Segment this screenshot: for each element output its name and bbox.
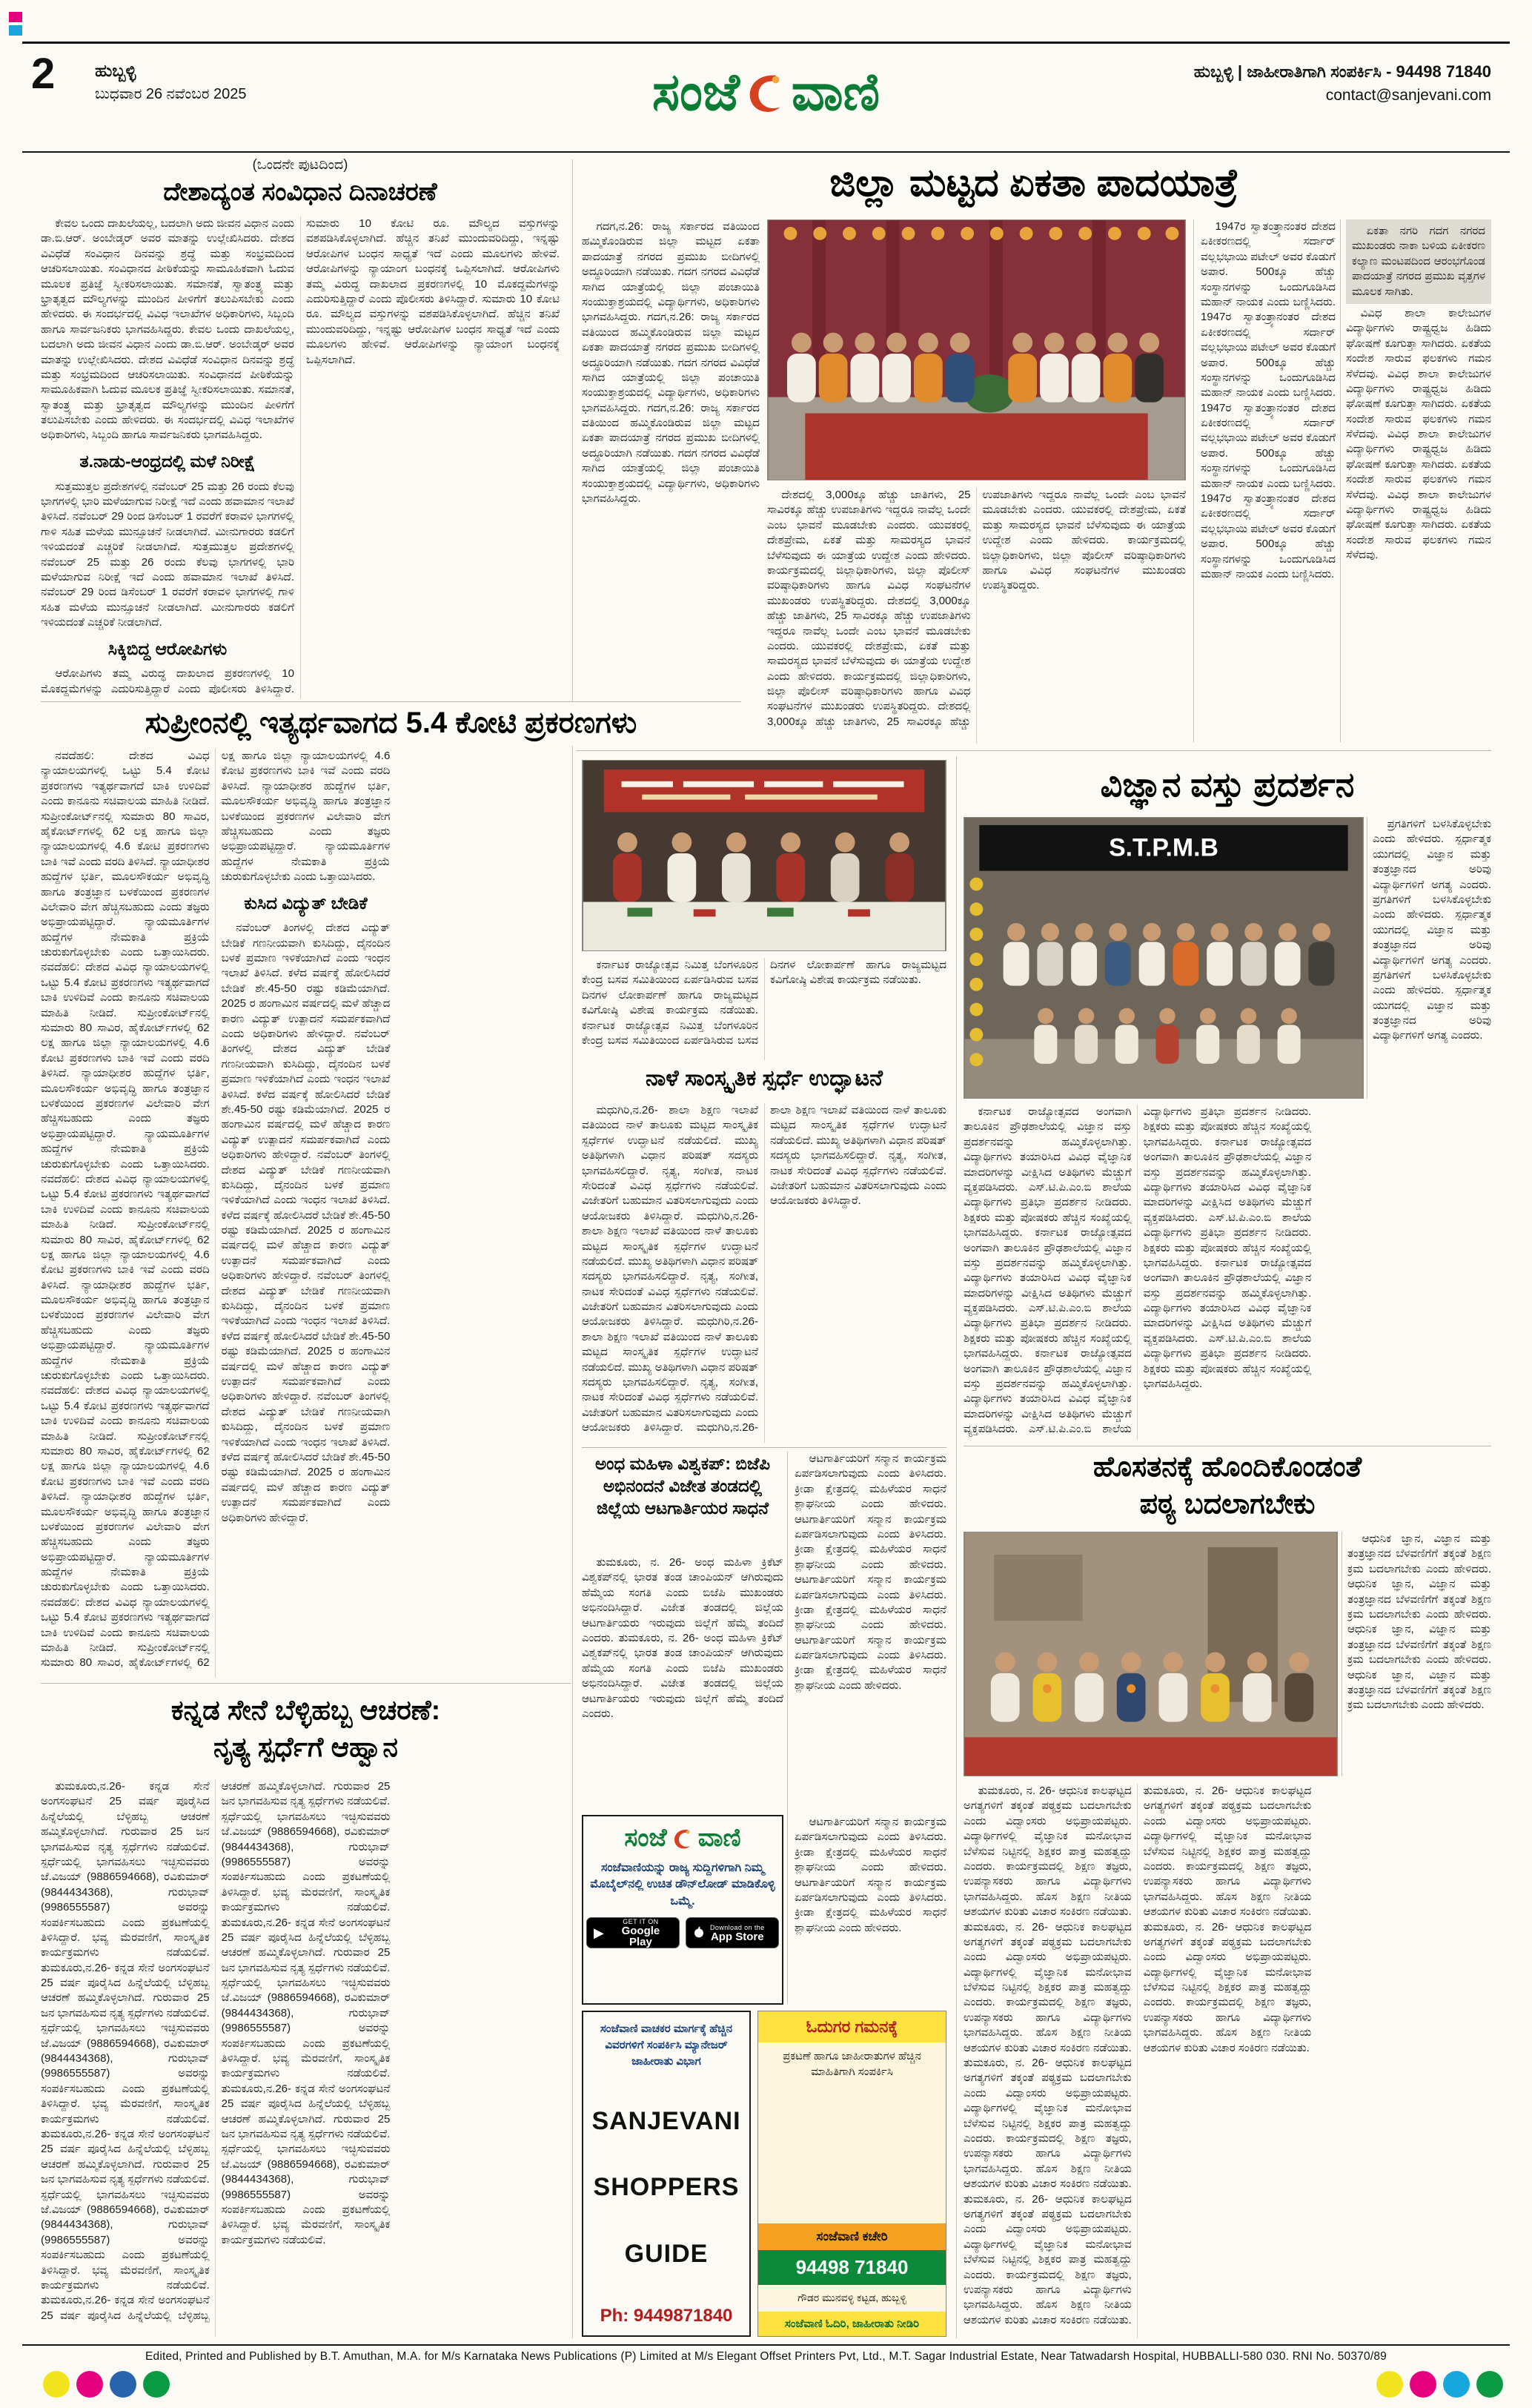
ad-logo-text-right: ವಾಣಿ [697,1824,741,1852]
article-constitution-body [41,216,560,698]
article-paragraph: ಸುತ್ತಮುತ್ತಲ ಪ್ರದೇಶಗಳಲ್ಲಿ ನವೆಂಬರ್ 25 ಮತ್ತು 26 ರಂದು ಕೆಲವು ಭಾಗಗಳಲ್ಲಿ ಭಾರಿ ಮಳೆಯಾಗುವ ನಿರೀಕ್ಷೆ ಇದೆ ಎಂದು ಹವಾಮಾನ ಇಲಾಖೆ ತಿಳಿಸಿದೆ. ನವೆಂಬರ್ 29 ರಿಂದ ಡಿಸೆಂಬರ್ 1 ರವರೆಗೆ ಕರಾವಳಿ ಭಾಗಗಳಲ್ಲಿ ಗಾಳಿ ಸಹಿತ ಮಳೆಯ ಮುನ್ಸೂಚನೆ ನೀಡಲಾಗಿದೆ. ಮೀನುಗಾರರು ಕಡಲಿಗೆ ಇಳಿಯದಂತೆ ಎಚ್ಚರಿಕೆ ನೀಡಲಾಗಿದೆ. ಸುತ್ತಮುತ್ತಲ ಪ್ರದೇಶಗಳಲ್ಲಿ ನವೆಂಬರ್ 25 ಮತ್ತು 26 ರಂದು ಕೆಲವು ಭಾಗಗಳಲ್ಲಿ ಭಾರಿ ಮಳೆಯಾಗುವ ನಿರೀಕ್ಷೆ ಇದೆ ಎಂದು ಹವಾಮಾನ ಇಲಾಖೆ ತಿಳಿಸಿದೆ. ನವೆಂಬರ್ 29 ರಿಂದ ಡಿಸೆಂಬರ್ 1 ರವರೆಗೆ ಕರಾವಳಿ ಭಾಗಗಳಲ್ಲಿ ಗಾಳಿ ಸಹಿತ ಮಳೆಯ ಮುನ್ಸೂಚನೆ ನೀಡಲಾಗಿದೆ. ಮೀನುಗಾರರು ಕಡಲಿಗೆ ಇಳಿಯದಂತೆ ಎಚ್ಚರಿಕೆ ನೀಡಲಾಗಿದೆ. [41,480,294,629]
dot-magenta [1410,2371,1436,2398]
article-paragraph: ಗದಗ,ನ.26: ರಾಜ್ಯ ಸರ್ಕಾರದ ವತಿಯಿಂದ ಹಮ್ಮಿಕೊಂಡಿರುವ ಜಿಲ್ಲಾ ಮಟ್ಟದ ಏಕತಾ ಪಾದಯಾತ್ರೆ ನಗರದ ಪ್ರಮುಖ ಬೀದಿಗಳಲ್ಲಿ ಅದ್ಧೂರಿಯಾಗಿ ನಡೆಯಿತು. ಗದಗ ನಗರದ ವಿವಿಧೆಡೆ ಸಾಗಿದ ಯಾತ್ರೆಯಲ್ಲಿ ಜಿಲ್ಲಾ ಪಂಚಾಯಿತಿ ಸಂಯುಕ್ತಾಶ್ರಯದಲ್ಲಿ ವಿದ್ಯಾರ್ಥಿಗಳು, ಅಧಿಕಾರಿಗಳು ಭಾಗವಹಿಸಿದ್ದರು. ಗದಗ,ನ.26: ರಾಜ್ಯ ಸರ್ಕಾರದ ವತಿಯಿಂದ ಹಮ್ಮಿಕೊಂಡಿರುವ ಜಿಲ್ಲಾ ಮಟ್ಟದ ಏಕತಾ ಪಾದಯಾತ್ರೆ ನಗರದ ಪ್ರಮುಖ ಬೀದಿಗಳಲ್ಲಿ ಅದ್ಧೂರಿಯಾಗಿ ನಡೆಯಿತು. ಗದಗ ನಗರದ ವಿವಿಧೆಡೆ ಸಾಗಿದ ಯಾತ್ರೆಯಲ್ಲಿ ಜಿಲ್ಲಾ ಪಂಚಾಯಿತಿ ಸಂಯುಕ್ತಾಶ್ರಯದಲ್ಲಿ ವಿದ್ಯಾರ್ಥಿಗಳು, ಅಧಿಕಾರಿಗಳು ಭಾಗವಹಿಸಿದ್ದರು. ಗದಗ,ನ.26: ರಾಜ್ಯ ಸರ್ಕಾರದ ವತಿಯಿಂದ ಹಮ್ಮಿಕೊಂಡಿರುವ ಜಿಲ್ಲಾ ಮಟ್ಟದ ಏಕತಾ ಪಾದಯಾತ್ರೆ ನಗರದ ಪ್ರಮುಖ ಬೀದಿಗಳಲ್ಲಿ ಅದ್ಧೂರಿಯಾಗಿ ನಡೆಯಿತು. ಗದಗ ನಗರದ ವಿವಿಧೆಡೆ ಸಾಗಿದ ಯಾತ್ರೆಯಲ್ಲಿ ಜಿಲ್ಲಾ ಪಂಚಾಯಿತಿ ಸಂಯುಕ್ತಾಶ್ರಯದಲ್ಲಿ ವಿದ್ಯಾರ್ಥಿಗಳು, ಅಧಿಕಾರಿಗಳು ಭಾಗವಹಿಸಿದ್ದರು. [582,220,760,506]
dot-yellow [1376,2371,1403,2398]
article-blind-body [582,1555,783,1809]
science-body-side [1373,817,1491,1099]
article-paragraph: ತುಮಕೂರು, ನ. 26- ಆಧುನಿಕ ಕಾಲಘಟ್ಟದ ಅಗತ್ಯಗಳಿಗೆ ತಕ್ಕಂತೆ ಪಠ್ಯಕ್ರಮ ಬದಲಾಗಬೇಕು ಎಂದು ವಿದ್ವಾಂಸರು ಅಭಿಪ್ರಾಯಪಟ್ಟರು. ವಿದ್ಯಾರ್ಥಿಗಳಲ್ಲಿ ವೈಜ್ಞಾನಿಕ ಮನೋಭಾವ ಬೆಳೆಸುವ ನಿಟ್ಟಿನಲ್ಲಿ ಶಿಕ್ಷಕರ ಪಾತ್ರ ಮಹತ್ವದ್ದು ಎಂದರು. ಕಾರ್ಯಕ್ರಮದಲ್ಲಿ ಶಿಕ್ಷಣ ತಜ್ಞರು, ಉಪನ್ಯಾಸಕರು ಹಾಗೂ ವಿದ್ಯಾರ್ಥಿಗಳು ಭಾಗವಹಿಸಿದ್ದರು. ಹೊಸ ಶಿಕ್ಷಣ ನೀತಿಯ ಆಶಯಗಳ ಕುರಿತು ವಿಚಾರ ಸಂಕಿರಣ ನಡೆಯಿತು. ತುಮಕೂರು, ನ. 26- ಆಧುನಿಕ ಕಾಲಘಟ್ಟದ ಅಗತ್ಯಗಳಿಗೆ ತಕ್ಕಂತೆ ಪಠ್ಯಕ್ರಮ ಬದಲಾಗಬೇಕು ಎಂದು ವಿದ್ವಾಂಸರು ಅಭಿಪ್ರಾಯಪಟ್ಟರು. ವಿದ್ಯಾರ್ಥಿಗಳಲ್ಲಿ ವೈಜ್ಞಾನಿಕ ಮನೋಭಾವ ಬೆಳೆಸುವ ನಿಟ್ಟಿನಲ್ಲಿ ಶಿಕ್ಷಕರ ಪಾತ್ರ ಮಹತ್ವದ್ದು ಎಂದರು. ಕಾರ್ಯಕ್ರಮದಲ್ಲಿ ಶಿಕ್ಷಣ ತಜ್ಞರು, ಉಪನ್ಯಾಸಕರು ಹಾಗೂ ವಿದ್ಯಾರ್ಥಿಗಳು ಭಾಗವಹಿಸಿದ್ದರು. ಹೊಸ ಶಿಕ್ಷಣ ನೀತಿಯ ಆಶಯಗಳ ಕುರಿತು ವಿಚಾರ ಸಂಕಿರಣ ನಡೆಯಿತು. ತುಮಕೂರು, ನ. 26- ಆಧುನಿಕ ಕಾಲಘಟ್ಟದ ಅಗತ್ಯಗಳಿಗೆ ತಕ್ಕಂತೆ ಪಠ್ಯಕ್ರಮ ಬದಲಾಗಬೇಕು ಎಂದು ವಿದ್ವಾಂಸರು ಅಭಿಪ್ರಾಯಪಟ್ಟರು. ವಿದ್ಯಾರ್ಥಿಗಳಲ್ಲಿ ವೈಜ್ಞಾನಿಕ ಮನೋಭಾವ ಬೆಳೆಸುವ ನಿಟ್ಟಿನಲ್ಲಿ ಶಿಕ್ಷಕರ ಪಾತ್ರ ಮಹತ್ವದ್ದು ಎಂದರು. ಕಾರ್ಯಕ್ರಮದಲ್ಲಿ ಶಿಕ್ಷಣ ತಜ್ಞರು, ಉಪನ್ಯಾಸಕರು ಹಾಗೂ ವಿದ್ಯಾರ್ಥಿಗಳು ಭಾಗವಹಿಸಿದ್ದರು. ಹೊಸ ಶಿಕ್ಷಣ ನೀತಿಯ ಆಶಯಗಳ ಕುರಿತು ವಿಚಾರ ಸಂಕಿರಣ ನಡೆಯಿತು. ತುಮಕೂರು, ನ. 26- ಆಧುನಿಕ ಕಾಲಘಟ್ಟದ ಅಗತ್ಯಗಳಿಗೆ ತಕ್ಕಂತೆ ಪಠ್ಯಕ್ರಮ ಬದಲಾಗಬೇಕು ಎಂದು ವಿದ್ವಾಂಸರು ಅಭಿಪ್ರಾಯಪಟ್ಟರು. ವಿದ್ಯಾರ್ಥಿಗಳಲ್ಲಿ ವೈಜ್ಞಾನಿಕ ಮನೋಭಾವ ಬೆಳೆಸುವ ನಿಟ್ಟಿನಲ್ಲಿ ಶಿಕ್ಷಕರ ಪಾತ್ರ ಮಹತ್ವದ್ದು ಎಂದರು. ಕಾರ್ಯಕ್ರಮದಲ್ಲಿ ಶಿಕ್ಷಣ ತಜ್ಞರು, ಉಪನ್ಯಾಸಕರು ಹಾಗೂ ವಿದ್ಯಾರ್ಥಿಗಳು ಭಾಗವಹಿಸಿದ್ದರು. ಹೊಸ ಶಿಕ್ಷಣ ನೀತಿಯ ಆಶಯಗಳ ಕುರಿತು ವಿಚಾರ ಸಂಕಿರಣ ನಡೆಯಿತು. ತುಮಕೂರು, ನ. 26- ಆಧುನಿಕ ಕಾಲಘಟ್ಟದ ಅಗತ್ಯಗಳಿಗೆ ತಕ್ಕಂತೆ ಪಠ್ಯಕ್ರಮ ಬದಲಾಗಬೇಕು ಎಂದು ವಿದ್ವಾಂಸರು ಅಭಿಪ್ರಾಯಪಟ್ಟರು. ವಿದ್ಯಾರ್ಥಿಗಳಲ್ಲಿ ವೈಜ್ಞಾನಿಕ ಮನೋಭಾವ ಬೆಳೆಸುವ ನಿಟ್ಟಿನಲ್ಲಿ ಶಿಕ್ಷಕರ ಪಾತ್ರ ಮಹತ್ವದ್ದು ಎಂದರು. ಕಾರ್ಯಕ್ರಮದಲ್ಲಿ ಶಿಕ್ಷಣ ತಜ್ಞರು, ಉಪನ್ಯಾಸಕರು ಹಾಗೂ ವಿದ್ಯಾರ್ಥಿಗಳು ಭಾಗವಹಿಸಿದ್ದರು. ಹೊಸ ಶಿಕ್ಷಣ ನೀತಿಯ ಆಶಯಗಳ ಕುರಿತು ವಿಚಾರ ಸಂಕಿರಣ ನಡೆಯಿತು. ತುಮಕೂರು, ನ. 26- ಆಧುನಿಕ ಕಾಲಘಟ್ಟದ ಅಗತ್ಯಗಳಿಗೆ ತಕ್ಕಂತೆ ಪಠ್ಯಕ್ರಮ ಬದಲಾಗಬೇಕು ಎಂದು ವಿದ್ವಾಂಸರು ಅಭಿಪ್ರಾಯಪಟ್ಟರು. ವಿದ್ಯಾರ್ಥಿಗಳಲ್ಲಿ ವೈಜ್ಞಾನಿಕ ಮನೋಭಾವ ಬೆಳೆಸುವ ನಿಟ್ಟಿನಲ್ಲಿ ಶಿಕ್ಷಕರ ಪಾತ್ರ ಮಹತ್ವದ್ದು ಎಂದರು. ಕಾರ್ಯಕ್ರಮದಲ್ಲಿ ಶಿಕ್ಷಣ ತಜ್ಞರು, ಉಪನ್ಯಾಸಕರು ಹಾಗೂ ವಿದ್ಯಾರ್ಥಿಗಳು ಭಾಗವಹಿಸಿದ್ದರು. ಹೊಸ ಶಿಕ್ಷಣ ನೀತಿಯ ಆಶಯಗಳ ಕುರಿತು ವಿಚಾರ ಸಂಕಿರಣ ನಡೆಯಿತು. [964,1784,1312,2326]
readers-line-1: ಪ್ರಕಟಣೆ ಹಾಗೂ ಜಾಹೀರಾತುಗಳ ಹೆಚ್ಚಿನ ಮಾಹಿತಿಗಾಗಿ ಸಂಪರ್ಕಿಸಿ [758,2042,946,2223]
article-blind-body-col3 [795,1815,946,2003]
article-supreme-body [41,749,571,1677]
ad-logo [624,1824,740,1853]
sanjevani-app-ad [582,1815,783,2005]
column-divider [787,1452,788,2003]
ad-logo-text-left: ಸಂಜೆ [624,1824,667,1852]
photo-syllabus-event [964,1532,1338,1776]
article-paragraph: ಆರೋಪಿಗಳು ತಮ್ಮ ವಿರುದ್ಧ ದಾಖಲಾದ ಪ್ರಕರಣಗಳಲ್ಲಿ 10 ಮೊಕದ್ದಮೆಗಳನ್ನು ಎದುರಿಸುತ್ತಿದ್ದಾರೆ ಎಂದು ಪೊಲೀಸರು ತಿಳಿಸಿದ್ದಾರೆ. ಸುಮಾರು 10 ಕೋಟಿ ರೂ. ಮೌಲ್ಯದ ವಸ್ತುಗಳನ್ನು ವಶಪಡಿಸಿಕೊಳ್ಳಲಾಗಿದೆ. ಹೆಚ್ಚಿನ ತನಿಖೆ ಮುಂದುವರಿದಿದ್ದು, ಇನ್ನಷ್ಟು ಆರೋಪಿಗಳ ಬಂಧನ ಸಾಧ್ಯತೆ ಇದೆ ಎಂದು ಮೂಲಗಳು ಹೇಳಿವೆ. ಆರೋಪಿಗಳನ್ನು ನ್ಯಾಯಾಂಗ ಬಂಧನಕ್ಕೆ ಒಪ್ಪಿಸಲಾಗಿದೆ. ಆರೋಪಿಗಳು ತಮ್ಮ ವಿರುದ್ಧ ದಾಖಲಾದ ಪ್ರಕರಣಗಳಲ್ಲಿ 10 ಮೊಕದ್ದಮೆಗಳನ್ನು ಎದುರಿಸುತ್ತಿದ್ದಾರೆ ಎಂದು ಪೊಲೀಸರು ತಿಳಿಸಿದ್ದಾರೆ. ಸುಮಾರು 10 ಕೋಟಿ ರೂ. ಮೌಲ್ಯದ ವಸ್ತುಗಳನ್ನು ವಶಪಡಿಸಿಕೊಳ್ಳಲಾಗಿದೆ. ಹೆಚ್ಚಿನ ತನಿಖೆ ಮುಂದುವರಿದಿದ್ದು, ಇನ್ನಷ್ಟು ಆರೋಪಿಗಳ ಬಂಧನ ಸಾಧ್ಯತೆ ಇದೆ ಎಂದು ಮೂಲಗಳು ಹೇಳಿವೆ. ಆರೋಪಿಗಳನ್ನು ನ್ಯಾಯಾಂಗ ಬಂಧನಕ್ಕೆ ಒಪ್ಪಿಸಲಾಗಿದೆ. [41,217,560,695]
store-badges [586,1917,779,1948]
masthead-contact [1135,59,1491,108]
section-divider [41,1683,571,1684]
shoppers-header: ಸಂಜೆವಾಣಿ ವಾಚಕರ ಮಾರ್ಗಕ್ಕೆ ಹೆಚ್ಚಿನ ವಿವರಗಳಿಗೆ ಸಂಪರ್ಕಿಸಿ ಮ್ಯಾನೇಜರ್ ಜಾಹೀರಾತು ವಿಭಾಗ [600,2022,733,2068]
article-paragraph: ಆಧುನಿಕ ಜ್ಞಾನ, ವಿಜ್ಞಾನ ಮತ್ತು ತಂತ್ರಜ್ಞಾನದ ಬೆಳವಣಿಗೆಗೆ ತಕ್ಕಂತೆ ಶಿಕ್ಷಣ ಕ್ರಮ ಬದಲಾಗಬೇಕು ಎಂದು ಹೇಳಿದರು. ಆಧುನಿಕ ಜ್ಞಾನ, ವಿಜ್ಞಾನ ಮತ್ತು ತಂತ್ರಜ್ಞಾನದ ಬೆಳವಣಿಗೆಗೆ ತಕ್ಕಂತೆ ಶಿಕ್ಷಣ ಕ್ರಮ ಬದಲಾಗಬೇಕು ಎಂದು ಹೇಳಿದರು. ಆಧುನಿಕ ಜ್ಞಾನ, ವಿಜ್ಞಾನ ಮತ್ತು ತಂತ್ರಜ್ಞಾನದ ಬೆಳವಣಿಗೆಗೆ ತಕ್ಕಂತೆ ಶಿಕ್ಷಣ ಕ್ರಮ ಬದಲಾಗಬೇಕು ಎಂದು ಹೇಳಿದರು. ಆಧುನಿಕ ಜ್ಞಾನ, ವಿಜ್ಞಾನ ಮತ್ತು ತಂತ್ರಜ್ಞಾನದ ಬೆಳವಣಿಗೆಗೆ ತಕ್ಕಂತೆ ಶಿಕ್ಷಣ ಕ್ರಮ ಬದಲಾಗಬೇಕು ಎಂದು ಹೇಳಿದರು. [1347,1532,1491,1712]
masthead-city: ಹುಬ್ಬಳ್ಳಿ [95,61,136,80]
unity-body-under-photo [767,488,1186,744]
color-registration-dots-left [43,2371,176,2401]
logo-text-left: ಸಂಜೆ [651,63,740,121]
column-divider [1193,219,1194,742]
masthead-top-rule [22,42,1510,44]
unity-body-left [582,219,760,697]
google-play-label: Google Play [621,1925,660,1949]
color-registration-dots-right [1376,2371,1510,2401]
logo-bird-icon [744,71,787,114]
article-science-body [964,1105,1491,1440]
column-divider [572,746,573,2338]
article-paragraph: ಕೇವಲ ಒಂದು ದಾಖಲೆಯಲ್ಲ, ಬದಲಾಗಿ ಅದು ಜೀವನ ವಿಧಾನ ಎಂದು ಡಾ.ಬಿ.ಆರ್. ಅಂಬೇಡ್ಕರ್ ಅವರ ಮಾತನ್ನು ಉಲ್ಲೇಖಿಸಿದರು. ದೇಶದ ವಿವಿಧೆಡೆ ಸಂವಿಧಾನ ದಿನವನ್ನು ಶ್ರದ್ಧೆ ಮತ್ತು ಸಂಭ್ರಮದಿಂದ ಆಚರಿಸಲಾಯಿತು. ಸಂವಿಧಾನದ ಪೀಠಿಕೆಯನ್ನು ಸಾಮೂಹಿಕವಾಗಿ ಓದುವ ಮೂಲಕ ಪ್ರತಿಜ್ಞೆ ಸ್ವೀಕರಿಸಲಾಯಿತು. ಸಮಾನತೆ, ಸ್ವಾತಂತ್ರ್ಯ ಮತ್ತು ಭ್ರಾತೃತ್ವದ ಮೌಲ್ಯಗಳನ್ನು ಮುಂದಿನ ಪೀಳಿಗೆಗೆ ತಲುಪಿಸಬೇಕು ಎಂದು ಹೇಳಿದರು. ಈ ಸಂದರ್ಭದಲ್ಲಿ ವಿವಿಧ ಇಲಾಖೆಗಳ ಅಧಿಕಾರಿಗಳು, ಸಿಬ್ಬಂದಿ ಹಾಗೂ ಸಾರ್ವಜನಿಕರು ಭಾಗವಹಿಸಿದ್ದರು. ಕೇವಲ ಒಂದು ದಾಖಲೆಯಲ್ಲ, ಬದಲಾಗಿ ಅದು ಜೀವನ ವಿಧಾನ ಎಂದು ಡಾ.ಬಿ.ಆರ್. ಅಂಬೇಡ್ಕರ್ ಅವರ ಮಾತನ್ನು ಉಲ್ಲೇಖಿಸಿದರು. ದೇಶದ ವಿವಿಧೆಡೆ ಸಂವಿಧಾನ ದಿನವನ್ನು ಶ್ರದ್ಧೆ ಮತ್ತು ಸಂಭ್ರಮದಿಂದ ಆಚರಿಸಲಾಯಿತು. ಸಂವಿಧಾನದ ಪೀಠಿಕೆಯನ್ನು ಸಾಮೂಹಿಕವಾಗಿ ಓದುವ ಮೂಲಕ ಪ್ರತಿಜ್ಞೆ ಸ್ವೀಕರಿಸಲಾಯಿತು. ಸಮಾನತೆ, ಸ್ವಾತಂತ್ರ್ಯ ಮತ್ತು ಭ್ರಾತೃತ್ವದ ಮೌಲ್ಯಗಳನ್ನು ಮುಂದಿನ ಪೀಳಿಗೆಗೆ ತಲುಪಿಸಬೇಕು ಎಂದು ಹೇಳಿದರು. ಈ ಸಂದರ್ಭದಲ್ಲಿ ವಿವಿಧ ಇಲಾಖೆಗಳ ಅಧಿಕಾರಿಗಳು, ಸಿಬ್ಬಂದಿ ಹಾಗೂ ಸಾರ್ವಜನಿಕರು ಭಾಗವಹಿಸಿದ್ದರು. [41,217,294,442]
logo-text-right: ವಾಣಿ [791,63,881,121]
registration-mark [9,12,22,22]
readers-title: ಓದುಗರ ಗಮನಕ್ಕೆ [758,2011,946,2042]
headline-kannada-sene-line2: ನೃತ್ಯ ಸ್ಪರ್ಧೆಗೆ ಆಹ್ವಾನ [213,1732,399,1762]
dot-green [143,2371,170,2398]
readers-notice-ad [757,2011,946,2337]
readers-phone: 94498 71840 [758,2250,946,2285]
readers-line-3: ಗೌಡರ ಮುನವಳ್ಳಿ ಕಟ್ಟಡ, ಹುಬ್ಬಳ್ಳಿ [758,2285,946,2312]
article-cultural-body [582,1103,946,1443]
footer-rule [22,2344,1510,2346]
masthead-date: ಬುಧವಾರ 26 ನವೆಂಬರ 2025 [95,86,247,102]
article-kannada-sene-body [41,1779,571,2337]
ad-logo-bird-icon [672,1828,694,1850]
section-divider [577,750,1491,751]
shoppers-title-1: SANJEVANI [591,2106,741,2135]
google-play-tagline: GET IT ON [623,1918,659,1926]
contact-phone-line: ಹುಬ್ಬಳ್ಳಿ | ಜಾಹೀರಾತಿಗಾಗಿ ಸಂಪರ್ಕಿಸಿ - 94498 71840 [1193,62,1491,81]
masthead-bottom-rule [22,151,1510,153]
play-icon: ▶ [594,1925,604,1941]
shoppers-title-2: SHOPPERS [593,2173,740,2202]
shoppers-phone: Ph: 9449871840 [600,2306,733,2326]
article-paragraph: 1947ರ ಸ್ವಾತಂತ್ರ್ಯಾನಂತರ ದೇಶದ ಏಕೀಕರಣದಲ್ಲಿ ಸರ್ದಾರ್ ವಲ್ಲಭಭಾಯಿ ಪಟೇಲ್ ಅವರ ಕೊಡುಗೆ ಅಪಾರ. 500ಕ್ಕೂ ಹೆಚ್ಚು ಸಂಸ್ಥಾನಗಳನ್ನು ಒಂದುಗೂಡಿಸಿದ ಮಹಾನ್ ನಾಯಕ ಎಂದು ಬಣ್ಣಿಸಿದರು. 1947ರ ಸ್ವಾತಂತ್ರ್ಯಾನಂತರ ದೇಶದ ಏಕೀಕರಣದಲ್ಲಿ ಸರ್ದಾರ್ ವಲ್ಲಭಭಾಯಿ ಪಟೇಲ್ ಅವರ ಕೊಡುಗೆ ಅಪಾರ. 500ಕ್ಕೂ ಹೆಚ್ಚು ಸಂಸ್ಥಾನಗಳನ್ನು ಒಂದುಗೂಡಿಸಿದ ಮಹಾನ್ ನಾಯಕ ಎಂದು ಬಣ್ಣಿಸಿದರು. 1947ರ ಸ್ವಾತಂತ್ರ್ಯಾನಂತರ ದೇಶದ ಏಕೀಕರಣದಲ್ಲಿ ಸರ್ದಾರ್ ವಲ್ಲಭಭಾಯಿ ಪಟೇಲ್ ಅವರ ಕೊಡುಗೆ ಅಪಾರ. 500ಕ್ಕೂ ಹೆಚ್ಚು ಸಂಸ್ಥಾನಗಳನ್ನು ಒಂದುಗೂಡಿಸಿದ ಮಹಾನ್ ನಾಯಕ ಎಂದು ಬಣ್ಣಿಸಿದರು. 1947ರ ಸ್ವಾತಂತ್ರ್ಯಾನಂತರ ದೇಶದ ಏಕೀಕರಣದಲ್ಲಿ ಸರ್ದಾರ್ ವಲ್ಲಭಭಾಯಿ ಪಟೇಲ್ ಅವರ ಕೊಡುಗೆ ಅಪಾರ. 500ಕ್ಕೂ ಹೆಚ್ಚು ಸಂಸ್ಥಾನಗಳನ್ನು ಒಂದುಗೂಡಿಸಿದ ಮಹಾನ್ ನಾಯಕ ಎಂದು ಬಣ್ಣಿಸಿದರು. [1201,220,1336,580]
column-divider [572,159,573,701]
article-blind-body-col2 [795,1452,946,1809]
readers-line-2: ಸಂಜೆವಾಣಿ ಕಚೇರಿ [758,2223,946,2250]
unity-body-right-b [1346,219,1491,742]
photo-unity-march-stage [767,219,1186,480]
cultural-intro [582,958,946,1060]
dot-magenta [76,2371,103,2398]
shoppers-title-3: GUIDE [624,2239,709,2268]
page-number: 2 [31,50,56,98]
article-paragraph: ತುಮಕೂರು,ನ.26- ಕನ್ನಡ ಸೇನೆ ಅಂಗಸಂಘಟನೆ 25 ವರ್ಷ ಪೂರೈಸಿದ ಹಿನ್ನೆಲೆಯಲ್ಲಿ ಬೆಳ್ಳಿಹಬ್ಬ ಆಚರಣೆ ಹಮ್ಮಿಕೊಳ್ಳಲಾಗಿದೆ. ಗುರುವಾರ 25 ಜನ ಭಾಗವಹಿಸುವ ನೃತ್ಯ ಸ್ಪರ್ಧೆಗಳು ನಡೆಯಲಿವೆ. ಸ್ಪರ್ಧೆಯಲ್ಲಿ ಭಾಗವಹಿಸಲು ಇಚ್ಛಿಸುವವರು ಜೆ.ವಿಜಯ್ (9886594668), ರವಿಕುಮಾರ್ (9844434368), ಗುರುಭಾವ್ (9986555587) ಅವರನ್ನು ಸಂಪರ್ಕಿಸಬಹುದು ಎಂದು ಪ್ರಕಟಣೆಯಲ್ಲಿ ತಿಳಿಸಿದ್ದಾರೆ. ಭವ್ಯ ಮೆರವಣಿಗೆ, ಸಾಂಸ್ಕೃತಿಕ ಕಾರ್ಯಕ್ರಮಗಳು ನಡೆಯಲಿವೆ. ತುಮಕೂರು,ನ.26- ಕನ್ನಡ ಸೇನೆ ಅಂಗಸಂಘಟನೆ 25 ವರ್ಷ ಪೂರೈಸಿದ ಹಿನ್ನೆಲೆಯಲ್ಲಿ ಬೆಳ್ಳಿಹಬ್ಬ ಆಚರಣೆ ಹಮ್ಮಿಕೊಳ್ಳಲಾಗಿದೆ. ಗುರುವಾರ 25 ಜನ ಭಾಗವಹಿಸುವ ನೃತ್ಯ ಸ್ಪರ್ಧೆಗಳು ನಡೆಯಲಿವೆ. ಸ್ಪರ್ಧೆಯಲ್ಲಿ ಭಾಗವಹಿಸಲು ಇಚ್ಛಿಸುವವರು ಜೆ.ವಿಜಯ್ (9886594668), ರವಿಕುಮಾರ್ (9844434368), ಗುರುಭಾವ್ (9986555587) ಅವರನ್ನು ಸಂಪರ್ಕಿಸಬಹುದು ಎಂದು ಪ್ರಕಟಣೆಯಲ್ಲಿ ತಿಳಿಸಿದ್ದಾರೆ. ಭವ್ಯ ಮೆರವಣಿಗೆ, ಸಾಂಸ್ಕೃತಿಕ ಕಾರ್ಯಕ್ರಮಗಳು ನಡೆಯಲಿವೆ. ತುಮಕೂರು,ನ.26- ಕನ್ನಡ ಸೇನೆ ಅಂಗಸಂಘಟನೆ 25 ವರ್ಷ ಪೂರೈಸಿದ ಹಿನ್ನೆಲೆಯಲ್ಲಿ ಬೆಳ್ಳಿಹಬ್ಬ ಆಚರಣೆ ಹಮ್ಮಿಕೊಳ್ಳಲಾಗಿದೆ. ಗುರುವಾರ 25 ಜನ ಭಾಗವಹಿಸುವ ನೃತ್ಯ ಸ್ಪರ್ಧೆಗಳು ನಡೆಯಲಿವೆ. ಸ್ಪರ್ಧೆಯಲ್ಲಿ ಭಾಗವಹಿಸಲು ಇಚ್ಛಿಸುವವರು ಜೆ.ವಿಜಯ್ (9886594668), ರವಿಕುಮಾರ್ (9844434368), ಗುರುಭಾವ್ (9986555587) ಅವರನ್ನು ಸಂಪರ್ಕಿಸಬಹುದು ಎಂದು ಪ್ರಕಟಣೆಯಲ್ಲಿ ತಿಳಿಸಿದ್ದಾರೆ. ಭವ್ಯ ಮೆರವಣಿಗೆ, ಸಾಂಸ್ಕೃತಿಕ ಕಾರ್ಯಕ್ರಮಗಳು ನಡೆಯಲಿವೆ. ತುಮಕೂರು,ನ.26- ಕನ್ನಡ ಸೇನೆ ಅಂಗಸಂಘಟನೆ 25 ವರ್ಷ ಪೂರೈಸಿದ ಹಿನ್ನೆಲೆಯಲ್ಲಿ ಬೆಳ್ಳಿಹಬ್ಬ ಆಚರಣೆ ಹಮ್ಮಿಕೊಳ್ಳಲಾಗಿದೆ. ಗುರುವಾರ 25 ಜನ ಭಾಗವಹಿಸುವ ನೃತ್ಯ ಸ್ಪರ್ಧೆಗಳು ನಡೆಯಲಿವೆ. ಸ್ಪರ್ಧೆಯಲ್ಲಿ ಭಾಗವಹಿಸಲು ಇಚ್ಛಿಸುವವರು ಜೆ.ವಿಜಯ್ (9886594668), ರವಿಕುಮಾರ್ (9844434368), ಗುರುಭಾವ್ (9986555587) ಅವರನ್ನು ಸಂಪರ್ಕಿಸಬಹುದು ಎಂದು ಪ್ರಕಟಣೆಯಲ್ಲಿ ತಿಳಿಸಿದ್ದಾರೆ. ಭವ್ಯ ಮೆರವಣಿಗೆ, ಸಾಂಸ್ಕೃತಿಕ ಕಾರ್ಯಕ್ರಮಗಳು ನಡೆಯಲಿವೆ. ತುಮಕೂರು,ನ.26- ಕನ್ನಡ ಸೇನೆ ಅಂಗಸಂಘಟನೆ 25 ವರ್ಷ ಪೂರೈಸಿದ ಹಿನ್ನೆಲೆಯಲ್ಲಿ ಬೆಳ್ಳಿಹಬ್ಬ ಆಚರಣೆ ಹಮ್ಮಿಕೊಳ್ಳಲಾಗಿದೆ. ಗುರುವಾರ 25 ಜನ ಭಾಗವಹಿಸುವ ನೃತ್ಯ ಸ್ಪರ್ಧೆಗಳು ನಡೆಯಲಿವೆ. ಸ್ಪರ್ಧೆಯಲ್ಲಿ ಭಾಗವಹಿಸಲು ಇಚ್ಛಿಸುವವರು ಜೆ.ವಿಜಯ್ (9886594668), ರವಿಕುಮಾರ್ (9844434368), ಗುರುಭಾವ್ (9986555587) ಅವರನ್ನು ಸಂಪರ್ಕಿಸಬಹುದು ಎಂದು ಪ್ರಕಟಣೆಯಲ್ಲಿ ತಿಳಿಸಿದ್ದಾರೆ. ಭವ್ಯ ಮೆರವಣಿಗೆ, ಸಾಂಸ್ಕೃತಿಕ ಕಾರ್ಯಕ್ರಮಗಳು ನಡೆಯಲಿವೆ. ತುಮಕೂರು,ನ.26- ಕನ್ನಡ ಸೇನೆ ಅಂಗಸಂಘಟನೆ 25 ವರ್ಷ ಪೂರೈಸಿದ ಹಿನ್ನೆಲೆಯಲ್ಲಿ ಬೆಳ್ಳಿಹಬ್ಬ ಆಚರಣೆ ಹಮ್ಮಿಕೊಳ್ಳಲಾಗಿದೆ. ಗುರುವಾರ 25 ಜನ ಭಾಗವಹಿಸುವ ನೃತ್ಯ ಸ್ಪರ್ಧೆಗಳು ನಡೆಯಲಿವೆ. ಸ್ಪರ್ಧೆಯಲ್ಲಿ ಭಾಗವಹಿಸಲು ಇಚ್ಛಿಸುವವರು ಜೆ.ವಿಜಯ್ (9886594668), ರವಿಕುಮಾರ್ (9844434368), ಗುರುಭಾವ್ (9986555587) ಅವರನ್ನು ಸಂಪರ್ಕಿಸಬಹುದು ಎಂದು ಪ್ರಕಟಣೆಯಲ್ಲಿ ತಿಳಿಸಿದ್ದಾರೆ. ಭವ್ಯ ಮೆರವಣಿಗೆ, ಸಾಂಸ್ಕೃತಿಕ ಕಾರ್ಯಕ್ರಮಗಳು ನಡೆಯಲಿವೆ. [41,1780,391,2322]
subhead-rain-forecast: ತ.ನಾಡು-ಆಂಧ್ರದಲ್ಲಿ ಮಳೆ ನಿರೀಕ್ಷೆ [79,451,256,471]
section-divider [582,1447,946,1448]
app-store-badge[interactable] [686,1917,779,1948]
headline-syllabus-line1: ಹೊಸತನಕ್ಕೆ ಹೊಂದಿಕೊಂಡಂತೆ [1092,1452,1362,1483]
article-paragraph: ಆಟಗಾರ್ತಿಯರಿಗೆ ಸನ್ಮಾನ ಕಾರ್ಯಕ್ರಮ ಏರ್ಪಡಿಸಲಾಗುವುದು ಎಂದು ತಿಳಿಸಿದರು. ಕ್ರೀಡಾ ಕ್ಷೇತ್ರದಲ್ಲಿ ಮಹಿಳೆಯರ ಸಾಧನೆ ಶ್ಲಾಘನೀಯ ಎಂದು ಹೇಳಿದರು. ಆಟಗಾರ್ತಿಯರಿಗೆ ಸನ್ಮಾನ ಕಾರ್ಯಕ್ರಮ ಏರ್ಪಡಿಸಲಾಗುವುದು ಎಂದು ತಿಳಿಸಿದರು. ಕ್ರೀಡಾ ಕ್ಷೇತ್ರದಲ್ಲಿ ಮಹಿಳೆಯರ ಸಾಧನೆ ಶ್ಲಾಘನೀಯ ಎಂದು ಹೇಳಿದರು. ಆಟಗಾರ್ತಿಯರಿಗೆ ಸನ್ಮಾನ ಕಾರ್ಯಕ್ರಮ ಏರ್ಪಡಿಸಲಾಗುವುದು ಎಂದು ತಿಳಿಸಿದರು. ಕ್ರೀಡಾ ಕ್ಷೇತ್ರದಲ್ಲಿ ಮಹಿಳೆಯರ ಸಾಧನೆ ಶ್ಲಾಘನೀಯ ಎಂದು ಹೇಳಿದರು. ಆಟಗಾರ್ತಿಯರಿಗೆ ಸನ್ಮಾನ ಕಾರ್ಯಕ್ರಮ ಏರ್ಪಡಿಸಲಾಗುವುದು ಎಂದು ತಿಳಿಸಿದರು. ಕ್ರೀಡಾ ಕ್ಷೇತ್ರದಲ್ಲಿ ಮಹಿಳೆಯರ ಸಾಧನೆ ಶ್ಲಾಘನೀಯ ಎಂದು ಹೇಳಿದರು. [795,1452,946,1692]
article-paragraph: ನವೆಂಬರ್ ತಿಂಗಳಲ್ಲಿ ದೇಶದ ವಿದ್ಯುತ್ ಬೇಡಿಕೆ ಗಣನೀಯವಾಗಿ ಕುಸಿದಿದ್ದು, ದೈನಂದಿನ ಬಳಕೆ ಪ್ರಮಾಣ ಇಳಿಕೆಯಾಗಿದೆ ಎಂದು ಇಂಧನ ಇಲಾಖೆ ತಿಳಿಸಿದೆ. ಕಳೆದ ವರ್ಷಕ್ಕೆ ಹೋಲಿಸಿದರೆ ಬೇಡಿಕೆ ಶೇ.45-50 ರಷ್ಟು ಕಡಿಮೆಯಾಗಿದೆ. 2025 ರ ಹಂಗಾಮಿನ ವರ್ಷದಲ್ಲಿ ಮಳೆ ಹೆಚ್ಚಾದ ಕಾರಣ ವಿದ್ಯುತ್ ಉತ್ಪಾದನೆ ಸಮರ್ಪಕವಾಗಿದೆ ಎಂದು ಅಧಿಕಾರಿಗಳು ಹೇಳಿದ್ದಾರೆ. ನವೆಂಬರ್ ತಿಂಗಳಲ್ಲಿ ದೇಶದ ವಿದ್ಯುತ್ ಬೇಡಿಕೆ ಗಣನೀಯವಾಗಿ ಕುಸಿದಿದ್ದು, ದೈನಂದಿನ ಬಳಕೆ ಪ್ರಮಾಣ ಇಳಿಕೆಯಾಗಿದೆ ಎಂದು ಇಂಧನ ಇಲಾಖೆ ತಿಳಿಸಿದೆ. ಕಳೆದ ವರ್ಷಕ್ಕೆ ಹೋಲಿಸಿದರೆ ಬೇಡಿಕೆ ಶೇ.45-50 ರಷ್ಟು ಕಡಿಮೆಯಾಗಿದೆ. 2025 ರ ಹಂಗಾಮಿನ ವರ್ಷದಲ್ಲಿ ಮಳೆ ಹೆಚ್ಚಾದ ಕಾರಣ ವಿದ್ಯುತ್ ಉತ್ಪಾದನೆ ಸಮರ್ಪಕವಾಗಿದೆ ಎಂದು ಅಧಿಕಾರಿಗಳು ಹೇಳಿದ್ದಾರೆ. ನವೆಂಬರ್ ತಿಂಗಳಲ್ಲಿ ದೇಶದ ವಿದ್ಯುತ್ ಬೇಡಿಕೆ ಗಣನೀಯವಾಗಿ ಕುಸಿದಿದ್ದು, ದೈನಂದಿನ ಬಳಕೆ ಪ್ರಮಾಣ ಇಳಿಕೆಯಾಗಿದೆ ಎಂದು ಇಂಧನ ಇಲಾಖೆ ತಿಳಿಸಿದೆ. ಕಳೆದ ವರ್ಷಕ್ಕೆ ಹೋಲಿಸಿದರೆ ಬೇಡಿಕೆ ಶೇ.45-50 ರಷ್ಟು ಕಡಿಮೆಯಾಗಿದೆ. 2025 ರ ಹಂಗಾಮಿನ ವರ್ಷದಲ್ಲಿ ಮಳೆ ಹೆಚ್ಚಾದ ಕಾರಣ ವಿದ್ಯುತ್ ಉತ್ಪಾದನೆ ಸಮರ್ಪಕವಾಗಿದೆ ಎಂದು ಅಧಿಕಾರಿಗಳು ಹೇಳಿದ್ದಾರೆ. ನವೆಂಬರ್ ತಿಂಗಳಲ್ಲಿ ದೇಶದ ವಿದ್ಯುತ್ ಬೇಡಿಕೆ ಗಣನೀಯವಾಗಿ ಕುಸಿದಿದ್ದು, ದೈನಂದಿನ ಬಳಕೆ ಪ್ರಮಾಣ ಇಳಿಕೆಯಾಗಿದೆ ಎಂದು ಇಂಧನ ಇಲಾಖೆ ತಿಳಿಸಿದೆ. ಕಳೆದ ವರ್ಷಕ್ಕೆ ಹೋಲಿಸಿದರೆ ಬೇಡಿಕೆ ಶೇ.45-50 ರಷ್ಟು ಕಡಿಮೆಯಾಗಿದೆ. 2025 ರ ಹಂಗಾಮಿನ ವರ್ಷದಲ್ಲಿ ಮಳೆ ಹೆಚ್ಚಾದ ಕಾರಣ ವಿದ್ಯುತ್ ಉತ್ಪಾದನೆ ಸಮರ್ಪಕವಾಗಿದೆ ಎಂದು ಅಧಿಕಾರಿಗಳು ಹೇಳಿದ್ದಾರೆ. ನವೆಂಬರ್ ತಿಂಗಳಲ್ಲಿ ದೇಶದ ವಿದ್ಯುತ್ ಬೇಡಿಕೆ ಗಣನೀಯವಾಗಿ ಕುಸಿದಿದ್ದು, ದೈನಂದಿನ ಬಳಕೆ ಪ್ರಮಾಣ ಇಳಿಕೆಯಾಗಿದೆ ಎಂದು ಇಂಧನ ಇಲಾಖೆ ತಿಳಿಸಿದೆ. ಕಳೆದ ವರ್ಷಕ್ಕೆ ಹೋಲಿಸಿದರೆ ಬೇಡಿಕೆ ಶೇ.45-50 ರಷ್ಟು ಕಡಿಮೆಯಾಗಿದೆ. 2025 ರ ಹಂಗಾಮಿನ ವರ್ಷದಲ್ಲಿ ಮಳೆ ಹೆಚ್ಚಾದ ಕಾರಣ ವಿದ್ಯುತ್ ಉತ್ಪಾದನೆ ಸಮರ್ಪಕವಾಗಿದೆ ಎಂದು ಅಧಿಕಾರಿಗಳು ಹೇಳಿದ್ದಾರೆ. [221,922,391,1524]
unity-body-right-a [1201,219,1336,742]
newspaper-logo [519,52,1013,133]
app-store-label: App Store [710,1930,764,1943]
article-paragraph: ಆಟಗಾರ್ತಿಯರಿಗೆ ಸನ್ಮಾನ ಕಾರ್ಯಕ್ರಮ ಏರ್ಪಡಿಸಲಾಗುವುದು ಎಂದು ತಿಳಿಸಿದರು. ಕ್ರೀಡಾ ಕ್ಷೇತ್ರದಲ್ಲಿ ಮಹಿಳೆಯರ ಸಾಧನೆ ಶ್ಲಾಘನೀಯ ಎಂದು ಹೇಳಿದರು. ಆಟಗಾರ್ತಿಯರಿಗೆ ಸನ್ಮಾನ ಕಾರ್ಯಕ್ರಮ ಏರ್ಪಡಿಸಲಾಗುವುದು ಎಂದು ತಿಳಿಸಿದರು. ಕ್ರೀಡಾ ಕ್ಷೇತ್ರದಲ್ಲಿ ಮಹಿಳೆಯರ ಸಾಧನೆ ಶ್ಲಾಘನೀಯ ಎಂದು ಹೇಳಿದರು. [795,1816,946,1934]
shoppers-guide-ad [582,2011,751,2337]
article-paragraph: ತುಮಕೂರು, ನ. 26- ಅಂಧ ಮಹಿಳಾ ಕ್ರಿಕೆಟ್ ವಿಶ್ವಕಪ್‌ನಲ್ಲಿ ಭಾರತ ತಂಡ ಚಾಂಪಿಯನ್ ಆಗಿರುವುದು ಹೆಮ್ಮೆಯ ಸಂಗತಿ ಎಂದು ಬಿಜೆಪಿ ಮುಖಂಡರು ಅಭಿನಂದಿಸಿದ್ದಾರೆ. ವಿಜೇತ ತಂಡದಲ್ಲಿ ಜಿಲ್ಲೆಯ ಆಟಗಾರ್ತಿಯರು ಇರುವುದು ಜಿಲ್ಲೆಗೆ ಹೆಮ್ಮೆ ತಂದಿದೆ ಎಂದರು. ತುಮಕೂರು, ನ. 26- ಅಂಧ ಮಹಿಳಾ ಕ್ರಿಕೆಟ್ ವಿಶ್ವಕಪ್‌ನಲ್ಲಿ ಭಾರತ ತಂಡ ಚಾಂಪಿಯನ್ ಆಗಿರುವುದು ಹೆಮ್ಮೆಯ ಸಂಗತಿ ಎಂದು ಬಿಜೆಪಿ ಮುಖಂಡರು ಅಭಿನಂದಿಸಿದ್ದಾರೆ. ವಿಜೇತ ತಂಡದಲ್ಲಿ ಜಿಲ್ಲೆಯ ಆಟಗಾರ್ತಿಯರು ಇರುವುದು ಜಿಲ್ಲೆಗೆ ಹೆಮ್ಮೆ ತಂದಿದೆ ಎಂದರು. [582,1556,783,1720]
registration-mark [9,25,22,36]
dot-blue [110,2371,136,2398]
app-store-tagline: Download on the [710,1923,765,1931]
headline-unity-march: ಜಿಲ್ಲಾ ಮಟ್ಟದ ಏಕತಾ ಪಾದಯಾತ್ರೆ [829,162,1238,205]
unity-highlight-box: ಏಕತಾ ನಗರಿ ಗದಗ ನಗರದ ಮುಖಂಡರು ನಾಕಾ ಬಳಿಯ ಏಕೀಕರಣ ಕಲ್ಯಾಣ ಮಂಟಪದಿಂದ ಆರಂಭಗೊಂಡ ಪಾದಯಾತ್ರೆ ನಗರದ ಪ್ರಮುಖ ವೃತ್ತಗಳ ಮೂಲಕ ಸಾಗಿತು. [1346,219,1491,304]
imprint-line: Edited, Printed and Published by B.T. Amuthan, M.A. for M/s Karnataka News Publications (P) Limited at M/s Elegant Offset Printers Pvt, Ltd., M.T. Sagar Industrial Estate, Near Tatwadarsh Hospital, HUBBALLI-580 030. RNI No. 50370/89 [145,2350,1387,2363]
headline-syllabus-line2: ಪಠ್ಯ ಬದಲಾಗಬೇಕು [1139,1489,1316,1520]
article-paragraph: ಕರ್ನಾಟಕ ರಾಜ್ಯೋತ್ಸವ ನಿಮಿತ್ತ ಬೆಂಗಳೂರಿನ ಕೇಂದ್ರ ಬಸವ ಸಮಿತಿಯಿಂದ ಏರ್ಪಡಿಸಿರುವ ಬಸವ ದಿನಗಳ ಲೋಕಾರ್ಪಣೆ ಹಾಗೂ ರಾಜ್ಯಮಟ್ಟದ ಕವಿಗೋಷ್ಠಿ ವಿಶೇಷ ಕಾರ್ಯಕ್ರಮ ನಡೆಯಿತು. ಕರ್ನಾಟಕ ರಾಜ್ಯೋತ್ಸವ ನಿಮಿತ್ತ ಬೆಂಗಳೂರಿನ ಕೇಂದ್ರ ಬಸವ ಸಮಿತಿಯಿಂದ ಏರ್ಪಡಿಸಿರುವ ಬಸವ ದಿನಗಳ ಲೋಕಾರ್ಪಣೆ ಹಾಗೂ ರಾಜ್ಯಮಟ್ಟದ ಕವಿಗೋಷ್ಠಿ ವಿಶೇಷ ಕಾರ್ಯಕ್ರಮ ನಡೆಯಿತು. [582,959,946,1047]
article-paragraph: ವಿವಿಧ ಶಾಲಾ ಕಾಲೇಜುಗಳ ವಿದ್ಯಾರ್ಥಿಗಳು ರಾಷ್ಟ್ರಧ್ವಜ ಹಿಡಿದು ಘೋಷಣೆ ಕೂಗುತ್ತಾ ಸಾಗಿದರು. ಏಕತೆಯ ಸಂದೇಶ ಸಾರುವ ಫಲಕಗಳು ಗಮನ ಸೆಳೆದವು. ವಿವಿಧ ಶಾಲಾ ಕಾಲೇಜುಗಳ ವಿದ್ಯಾರ್ಥಿಗಳು ರಾಷ್ಟ್ರಧ್ವಜ ಹಿಡಿದು ಘೋಷಣೆ ಕೂಗುತ್ತಾ ಸಾಗಿದರು. ಏಕತೆಯ ಸಂದೇಶ ಸಾರುವ ಫಲಕಗಳು ಗಮನ ಸೆಳೆದವು. ವಿವಿಧ ಶಾಲಾ ಕಾಲೇಜುಗಳ ವಿದ್ಯಾರ್ಥಿಗಳು ರಾಷ್ಟ್ರಧ್ವಜ ಹಿಡಿದು ಘೋಷಣೆ ಕೂಗುತ್ತಾ ಸಾಗಿದರು. ಏಕತೆಯ ಸಂದೇಶ ಸಾರುವ ಫಲಕಗಳು ಗಮನ ಸೆಳೆದವು. ವಿವಿಧ ಶಾಲಾ ಕಾಲೇಜುಗಳ ವಿದ್ಯಾರ್ಥಿಗಳು ರಾಷ್ಟ್ರಧ್ವಜ ಹಿಡಿದು ಘೋಷಣೆ ಕೂಗುತ್ತಾ ಸಾಗಿದರು. ಏಕತೆಯ ಸಂದೇಶ ಸಾರುವ ಫಲಕಗಳು ಗಮನ ಸೆಳೆದವು. [1346,306,1491,562]
contact-email: contact@sanjevani.com [1325,87,1491,104]
google-play-badge[interactable] [586,1917,680,1948]
headline-constitution-day: ದೇಶಾದ್ಯಂತ ಸಂವಿಧಾನ ದಿನಾಚರಣೆ [163,178,437,206]
subhead-accused-caught: ಸಿಕ್ಕಿಬಿದ್ದ ಆರೋಪಿಗಳು [107,638,228,658]
apple-icon [693,1925,705,1941]
article-paragraph: ಕರ್ನಾಟಕ ರಾಜ್ಯೋತ್ಸವದ ಅಂಗವಾಗಿ ತಾಲೂಕಿನ ಪ್ರೌಢಶಾಲೆಯಲ್ಲಿ ವಿಜ್ಞಾನ ವಸ್ತು ಪ್ರದರ್ಶನವನ್ನು ಹಮ್ಮಿಕೊಳ್ಳಲಾಗಿತ್ತು. ವಿದ್ಯಾರ್ಥಿಗಳು ತಯಾರಿಸಿದ ವಿವಿಧ ವೈಜ್ಞಾನಿಕ ಮಾದರಿಗಳನ್ನು ವೀಕ್ಷಿಸಿದ ಅತಿಥಿಗಳು ಮೆಚ್ಚುಗೆ ವ್ಯಕ್ತಪಡಿಸಿದರು. ಎಸ್.ಟಿ.ಪಿ.ಎಂ.ಬಿ ಶಾಲೆಯ ವಿದ್ಯಾರ್ಥಿಗಳು ಪ್ರತಿಭಾ ಪ್ರದರ್ಶನ ನೀಡಿದರು. ಶಿಕ್ಷಕರು ಮತ್ತು ಪೋಷಕರು ಹೆಚ್ಚಿನ ಸಂಖ್ಯೆಯಲ್ಲಿ ಭಾಗವಹಿಸಿದ್ದರು. ಕರ್ನಾಟಕ ರಾಜ್ಯೋತ್ಸವದ ಅಂಗವಾಗಿ ತಾಲೂಕಿನ ಪ್ರೌಢಶಾಲೆಯಲ್ಲಿ ವಿಜ್ಞಾನ ವಸ್ತು ಪ್ರದರ್ಶನವನ್ನು ಹಮ್ಮಿಕೊಳ್ಳಲಾಗಿತ್ತು. ವಿದ್ಯಾರ್ಥಿಗಳು ತಯಾರಿಸಿದ ವಿವಿಧ ವೈಜ್ಞಾನಿಕ ಮಾದರಿಗಳನ್ನು ವೀಕ್ಷಿಸಿದ ಅತಿಥಿಗಳು ಮೆಚ್ಚುಗೆ ವ್ಯಕ್ತಪಡಿಸಿದರು. ಎಸ್.ಟಿ.ಪಿ.ಎಂ.ಬಿ ಶಾಲೆಯ ವಿದ್ಯಾರ್ಥಿಗಳು ಪ್ರತಿಭಾ ಪ್ರದರ್ಶನ ನೀಡಿದರು. ಶಿಕ್ಷಕರು ಮತ್ತು ಪೋಷಕರು ಹೆಚ್ಚಿನ ಸಂಖ್ಯೆಯಲ್ಲಿ ಭಾಗವಹಿಸಿದ್ದರು. ಕರ್ನಾಟಕ ರಾಜ್ಯೋತ್ಸವದ ಅಂಗವಾಗಿ ತಾಲೂಕಿನ ಪ್ರೌಢಶಾಲೆಯಲ್ಲಿ ವಿಜ್ಞಾನ ವಸ್ತು ಪ್ರದರ್ಶನವನ್ನು ಹಮ್ಮಿಕೊಳ್ಳಲಾಗಿತ್ತು. ವಿದ್ಯಾರ್ಥಿಗಳು ತಯಾರಿಸಿದ ವಿವಿಧ ವೈಜ್ಞಾನಿಕ ಮಾದರಿಗಳನ್ನು ವೀಕ್ಷಿಸಿದ ಅತಿಥಿಗಳು ಮೆಚ್ಚುಗೆ ವ್ಯಕ್ತಪಡಿಸಿದರು. ಎಸ್.ಟಿ.ಪಿ.ಎಂ.ಬಿ ಶಾಲೆಯ ವಿದ್ಯಾರ್ಥಿಗಳು ಪ್ರತಿಭಾ ಪ್ರದರ್ಶನ ನೀಡಿದರು. ಶಿಕ್ಷಕರು ಮತ್ತು ಪೋಷಕರು ಹೆಚ್ಚಿನ ಸಂಖ್ಯೆಯಲ್ಲಿ ಭಾಗವಹಿಸಿದ್ದರು. ಕರ್ನಾಟಕ ರಾಜ್ಯೋತ್ಸವದ ಅಂಗವಾಗಿ ತಾಲೂಕಿನ ಪ್ರೌಢಶಾಲೆಯಲ್ಲಿ ವಿಜ್ಞಾನ ವಸ್ತು ಪ್ರದರ್ಶನವನ್ನು ಹಮ್ಮಿಕೊಳ್ಳಲಾಗಿತ್ತು. ವಿದ್ಯಾರ್ಥಿಗಳು ತಯಾರಿಸಿದ ವಿವಿಧ ವೈಜ್ಞಾನಿಕ ಮಾದರಿಗಳನ್ನು ವೀಕ್ಷಿಸಿದ ಅತಿಥಿಗಳು ಮೆಚ್ಚುಗೆ ವ್ಯಕ್ತಪಡಿಸಿದರು. ಎಸ್.ಟಿ.ಪಿ.ಎಂ.ಬಿ ಶಾಲೆಯ ವಿದ್ಯಾರ್ಥಿಗಳು ಪ್ರತಿಭಾ ಪ್ರದರ್ಶನ ನೀಡಿದರು. ಶಿಕ್ಷಕರು ಮತ್ತು ಪೋಷಕರು ಹೆಚ್ಚಿನ ಸಂಖ್ಯೆಯಲ್ಲಿ ಭಾಗವಹಿಸಿದ್ದರು. ಕರ್ನಾಟಕ ರಾಜ್ಯೋತ್ಸವದ ಅಂಗವಾಗಿ ತಾಲೂಕಿನ ಪ್ರೌಢಶಾಲೆಯಲ್ಲಿ ವಿಜ್ಞಾನ ವಸ್ತು ಪ್ರದರ್ಶನವನ್ನು ಹಮ್ಮಿಕೊಳ್ಳಲಾಗಿತ್ತು. ವಿದ್ಯಾರ್ಥಿಗಳು ತಯಾರಿಸಿದ ವಿವಿಧ ವೈಜ್ಞಾನಿಕ ಮಾದರಿಗಳನ್ನು ವೀಕ್ಷಿಸಿದ ಅತಿಥಿಗಳು ಮೆಚ್ಚುಗೆ ವ್ಯಕ್ತಪಡಿಸಿದರು. ಎಸ್.ಟಿ.ಪಿ.ಎಂ.ಬಿ ಶಾಲೆಯ ವಿದ್ಯಾರ್ಥಿಗಳು ಪ್ರತಿಭಾ ಪ್ರದರ್ಶನ ನೀಡಿದರು. ಶಿಕ್ಷಕರು ಮತ್ತು ಪೋಷಕರು ಹೆಚ್ಚಿನ ಸಂಖ್ಯೆಯಲ್ಲಿ ಭಾಗವಹಿಸಿದ್ದರು. [964,1105,1312,1436]
column-divider [1340,219,1341,742]
subhead-power-demand: ಕುಸಿದ ವಿದ್ಯುತ್ ಬೇಡಿಕೆ [244,893,368,913]
readers-line-4: ಸಂಜೆವಾಣಿ ಓದಿರಿ, ಜಾಹೀರಾತು ನೀಡಿರಿ [758,2312,946,2336]
article-paragraph: ನವದೆಹಲಿ: ದೇಶದ ವಿವಿಧ ನ್ಯಾಯಾಲಯಗಳಲ್ಲಿ ಒಟ್ಟು 5.4 ಕೋಟಿ ಪ್ರಕರಣಗಳು ಇತ್ಯರ್ಥವಾಗದೆ ಬಾಕಿ ಉಳಿದಿವೆ ಎಂದು ಕಾನೂನು ಸಚಿವಾಲಯ ಮಾಹಿತಿ ನೀಡಿದೆ. ಸುಪ್ರೀಂಕೋರ್ಟ್‌ನಲ್ಲಿ ಸುಮಾರು 80 ಸಾವಿರ, ಹೈಕೋರ್ಟ್‌ಗಳಲ್ಲಿ 62 ಲಕ್ಷ ಹಾಗೂ ಜಿಲ್ಲಾ ನ್ಯಾಯಾಲಯಗಳಲ್ಲಿ 4.6 ಕೋಟಿ ಪ್ರಕರಣಗಳು ಬಾಕಿ ಇವೆ ಎಂದು ವರದಿ ತಿಳಿಸಿದೆ. ನ್ಯಾಯಾಧೀಶರ ಹುದ್ದೆಗಳ ಭರ್ತಿ, ಮೂಲಸೌಕರ್ಯ ಅಭಿವೃದ್ಧಿ ಹಾಗೂ ತಂತ್ರಜ್ಞಾನ ಬಳಕೆಯಿಂದ ಪ್ರಕರಣಗಳ ವಿಲೇವಾರಿ ವೇಗ ಹೆಚ್ಚಿಸಬಹುದು ಎಂದು ತಜ್ಞರು ಅಭಿಪ್ರಾಯಪಟ್ಟಿದ್ದಾರೆ. ನ್ಯಾಯಮೂರ್ತಿಗಳ ಹುದ್ದೆಗಳ ನೇಮಕಾತಿ ಪ್ರಕ್ರಿಯೆ ಚುರುಕುಗೊಳ್ಳಬೇಕು ಎಂದು ಒತ್ತಾಯಿಸಿದರು. ನವದೆಹಲಿ: ದೇಶದ ವಿವಿಧ ನ್ಯಾಯಾಲಯಗಳಲ್ಲಿ ಒಟ್ಟು 5.4 ಕೋಟಿ ಪ್ರಕರಣಗಳು ಇತ್ಯರ್ಥವಾಗದೆ ಬಾಕಿ ಉಳಿದಿವೆ ಎಂದು ಕಾನೂನು ಸಚಿವಾಲಯ ಮಾಹಿತಿ ನೀಡಿದೆ. ಸುಪ್ರೀಂಕೋರ್ಟ್‌ನಲ್ಲಿ ಸುಮಾರು 80 ಸಾವಿರ, ಹೈಕೋರ್ಟ್‌ಗಳಲ್ಲಿ 62 ಲಕ್ಷ ಹಾಗೂ ಜಿಲ್ಲಾ ನ್ಯಾಯಾಲಯಗಳಲ್ಲಿ 4.6 ಕೋಟಿ ಪ್ರಕರಣಗಳು ಬಾಕಿ ಇವೆ ಎಂದು ವರದಿ ತಿಳಿಸಿದೆ. ನ್ಯಾಯಾಧೀಶರ ಹುದ್ದೆಗಳ ಭರ್ತಿ, ಮೂಲಸೌಕರ್ಯ ಅಭಿವೃದ್ಧಿ ಹಾಗೂ ತಂತ್ರಜ್ಞಾನ ಬಳಕೆಯಿಂದ ಪ್ರಕರಣಗಳ ವಿಲೇವಾರಿ ವೇಗ ಹೆಚ್ಚಿಸಬಹುದು ಎಂದು ತಜ್ಞರು ಅಭಿಪ್ರಾಯಪಟ್ಟಿದ್ದಾರೆ. ನ್ಯಾಯಮೂರ್ತಿಗಳ ಹುದ್ದೆಗಳ ನೇಮಕಾತಿ ಪ್ರಕ್ರಿಯೆ ಚುರುಕುಗೊಳ್ಳಬೇಕು ಎಂದು ಒತ್ತಾಯಿಸಿದರು. ನವದೆಹಲಿ: ದೇಶದ ವಿವಿಧ ನ್ಯಾಯಾಲಯಗಳಲ್ಲಿ ಒಟ್ಟು 5.4 ಕೋಟಿ ಪ್ರಕರಣಗಳು ಇತ್ಯರ್ಥವಾಗದೆ ಬಾಕಿ ಉಳಿದಿವೆ ಎಂದು ಕಾನೂನು ಸಚಿವಾಲಯ ಮಾಹಿತಿ ನೀಡಿದೆ. ಸುಪ್ರೀಂಕೋರ್ಟ್‌ನಲ್ಲಿ ಸುಮಾರು 80 ಸಾವಿರ, ಹೈಕೋರ್ಟ್‌ಗಳಲ್ಲಿ 62 ಲಕ್ಷ ಹಾಗೂ ಜಿಲ್ಲಾ ನ್ಯಾಯಾಲಯಗಳಲ್ಲಿ 4.6 ಕೋಟಿ ಪ್ರಕರಣಗಳು ಬಾಕಿ ಇವೆ ಎಂದು ವರದಿ ತಿಳಿಸಿದೆ. ನ್ಯಾಯಾಧೀಶರ ಹುದ್ದೆಗಳ ಭರ್ತಿ, ಮೂಲಸೌಕರ್ಯ ಅಭಿವೃದ್ಧಿ ಹಾಗೂ ತಂತ್ರಜ್ಞಾನ ಬಳಕೆಯಿಂದ ಪ್ರಕರಣಗಳ ವಿಲೇವಾರಿ ವೇಗ ಹೆಚ್ಚಿಸಬಹುದು ಎಂದು ತಜ್ಞರು ಅಭಿಪ್ರಾಯಪಟ್ಟಿದ್ದಾರೆ. ನ್ಯಾಯಮೂರ್ತಿಗಳ ಹುದ್ದೆಗಳ ನೇಮಕಾತಿ ಪ್ರಕ್ರಿಯೆ ಚುರುಕುಗೊಳ್ಳಬೇಕು ಎಂದು ಒತ್ತಾಯಿಸಿದರು. ನವದೆಹಲಿ: ದೇಶದ ವಿವಿಧ ನ್ಯಾಯಾಲಯಗಳಲ್ಲಿ ಒಟ್ಟು 5.4 ಕೋಟಿ ಪ್ರಕರಣಗಳು ಇತ್ಯರ್ಥವಾಗದೆ ಬಾಕಿ ಉಳಿದಿವೆ ಎಂದು ಕಾನೂನು ಸಚಿವಾಲಯ ಮಾಹಿತಿ ನೀಡಿದೆ. ಸುಪ್ರೀಂಕೋರ್ಟ್‌ನಲ್ಲಿ ಸುಮಾರು 80 ಸಾವಿರ, ಹೈಕೋರ್ಟ್‌ಗಳಲ್ಲಿ 62 ಲಕ್ಷ ಹಾಗೂ ಜಿಲ್ಲಾ ನ್ಯಾಯಾಲಯಗಳಲ್ಲಿ 4.6 ಕೋಟಿ ಪ್ರಕರಣಗಳು ಬಾಕಿ ಇವೆ ಎಂದು ವರದಿ ತಿಳಿಸಿದೆ. ನ್ಯಾಯಾಧೀಶರ ಹುದ್ದೆಗಳ ಭರ್ತಿ, ಮೂಲಸೌಕರ್ಯ ಅಭಿವೃದ್ಧಿ ಹಾಗೂ ತಂತ್ರಜ್ಞಾನ ಬಳಕೆಯಿಂದ ಪ್ರಕರಣಗಳ ವಿಲೇವಾರಿ ವೇಗ ಹೆಚ್ಚಿಸಬಹುದು ಎಂದು ತಜ್ಞರು ಅಭಿಪ್ರಾಯಪಟ್ಟಿದ್ದಾರೆ. ನ್ಯಾಯಮೂರ್ತಿಗಳ ಹುದ್ದೆಗಳ ನೇಮಕಾತಿ ಪ್ರಕ್ರಿಯೆ ಚುರುಕುಗೊಳ್ಳಬೇಕು ಎಂದು ಒತ್ತಾಯಿಸಿದರು. ನವದೆಹಲಿ: ದೇಶದ ವಿವಿಧ ನ್ಯಾಯಾಲಯಗಳಲ್ಲಿ ಒಟ್ಟು 5.4 ಕೋಟಿ ಪ್ರಕರಣಗಳು ಇತ್ಯರ್ಥವಾಗದೆ ಬಾಕಿ ಉಳಿದಿವೆ ಎಂದು ಕಾನೂನು ಸಚಿವಾಲಯ ಮಾಹಿತಿ ನೀಡಿದೆ. ಸುಪ್ರೀಂಕೋರ್ಟ್‌ನಲ್ಲಿ ಸುಮಾರು 80 ಸಾವಿರ, ಹೈಕೋರ್ಟ್‌ಗಳಲ್ಲಿ 62 ಲಕ್ಷ ಹಾಗೂ ಜಿಲ್ಲಾ ನ್ಯಾಯಾಲಯಗಳಲ್ಲಿ 4.6 ಕೋಟಿ ಪ್ರಕರಣಗಳು ಬಾಕಿ ಇವೆ ಎಂದು ವರದಿ ತಿಳಿಸಿದೆ. ನ್ಯಾಯಾಧೀಶರ ಹುದ್ದೆಗಳ ಭರ್ತಿ, ಮೂಲಸೌಕರ್ಯ ಅಭಿವೃದ್ಧಿ ಹಾಗೂ ತಂತ್ರಜ್ಞಾನ ಬಳಕೆಯಿಂದ ಪ್ರಕರಣಗಳ ವಿಲೇವಾರಿ ವೇಗ ಹೆಚ್ಚಿಸಬಹುದು ಎಂದು ತಜ್ಞರು ಅಭಿಪ್ರಾಯಪಟ್ಟಿದ್ದಾರೆ. ನ್ಯಾಯಮೂರ್ತಿಗಳ ಹುದ್ದೆಗಳ ನೇಮಕಾತಿ ಪ್ರಕ್ರಿಯೆ ಚುರುಕುಗೊಳ್ಳಬೇಕು ಎಂದು ಒತ್ತಾಯಿಸಿದರು. [41,750,391,1670]
article-paragraph: ದೇಶದಲ್ಲಿ 3,000ಕ್ಕೂ ಹೆಚ್ಚು ಜಾತಿಗಳು, 25 ಸಾವಿರಕ್ಕೂ ಹೆಚ್ಚು ಉಪಜಾತಿಗಳು ಇದ್ದರೂ ನಾವೆಲ್ಲ ಒಂದೇ ಎಂಬ ಭಾವನೆ ಮೂಡಬೇಕು ಎಂದರು. ಯುವಕರಲ್ಲಿ ದೇಶಪ್ರೇಮ, ಏಕತೆ ಮತ್ತು ಸಾಮರಸ್ಯದ ಭಾವನೆ ಬೆಳೆಸುವುದು ಈ ಯಾತ್ರೆಯ ಉದ್ದೇಶ ಎಂದು ಹೇಳಿದರು. ಕಾರ್ಯಕ್ರಮದಲ್ಲಿ ಜಿಲ್ಲಾಧಿಕಾರಿಗಳು, ಜಿಲ್ಲಾ ಪೊಲೀಸ್ ವರಿಷ್ಠಾಧಿಕಾರಿಗಳು ಹಾಗೂ ವಿವಿಧ ಸಂಘಟನೆಗಳ ಮುಖಂಡರು ಉಪಸ್ಥಿತರಿದ್ದರು. ದೇಶದಲ್ಲಿ 3,000ಕ್ಕೂ ಹೆಚ್ಚು ಜಾತಿಗಳು, 25 ಸಾವಿರಕ್ಕೂ ಹೆಚ್ಚು ಉಪಜಾತಿಗಳು ಇದ್ದರೂ ನಾವೆಲ್ಲ ಒಂದೇ ಎಂಬ ಭಾವನೆ ಮೂಡಬೇಕು ಎಂದರು. ಯುವಕರಲ್ಲಿ ದೇಶಪ್ರೇಮ, ಏಕತೆ ಮತ್ತು ಸಾಮರಸ್ಯದ ಭಾವನೆ ಬೆಳೆಸುವುದು ಈ ಯಾತ್ರೆಯ ಉದ್ದೇಶ ಎಂದು ಹೇಳಿದರು. ಕಾರ್ಯಕ್ರಮದಲ್ಲಿ ಜಿಲ್ಲಾಧಿಕಾರಿಗಳು, ಜಿಲ್ಲಾ ಪೊಲೀಸ್ ವರಿಷ್ಠಾಧಿಕಾರಿಗಳು ಹಾಗೂ ವಿವಿಧ ಸಂಘಟನೆಗಳ ಮುಖಂಡರು ಉಪಸ್ಥಿತರಿದ್ದರು. ದೇಶದಲ್ಲಿ 3,000ಕ್ಕೂ ಹೆಚ್ಚು ಜಾತಿಗಳು, 25 ಸಾವಿರಕ್ಕೂ ಹೆಚ್ಚು ಉಪಜಾತಿಗಳು ಇದ್ದರೂ ನಾವೆಲ್ಲ ಒಂದೇ ಎಂಬ ಭಾವನೆ ಮೂಡಬೇಕು ಎಂದರು. ಯುವಕರಲ್ಲಿ ದೇಶಪ್ರೇಮ, ಏಕತೆ ಮತ್ತು ಸಾಮರಸ್ಯದ ಭಾವನೆ ಬೆಳೆಸುವುದು ಈ ಯಾತ್ರೆಯ ಉದ್ದೇಶ ಎಂದು ಹೇಳಿದರು. ಕಾರ್ಯಕ್ರಮದಲ್ಲಿ ಜಿಲ್ಲಾಧಿಕಾರಿಗಳು, ಜಿಲ್ಲಾ ಪೊಲೀಸ್ ವರಿಷ್ಠಾಧಿಕಾರಿಗಳು ಹಾಗೂ ವಿವಿಧ ಸಂಘಟನೆಗಳ ಮುಖಂಡರು ಉಪಸ್ಥಿತರಿದ್ದರು. [767,489,1186,728]
dot-green [1476,2371,1503,2398]
article-paragraph: ಮಧುಗಿರಿ,ನ.26- ಶಾಲಾ ಶಿಕ್ಷಣ ಇಲಾಖೆ ವತಿಯಿಂದ ನಾಳೆ ತಾಲೂಕು ಮಟ್ಟದ ಸಾಂಸ್ಕೃತಿಕ ಸ್ಪರ್ಧೆಗಳ ಉದ್ಘಾಟನೆ ನಡೆಯಲಿದೆ. ಮುಖ್ಯ ಅತಿಥಿಗಳಾಗಿ ವಿಧಾನ ಪರಿಷತ್ ಸದಸ್ಯರು ಭಾಗವಹಿಸಲಿದ್ದಾರೆ. ನೃತ್ಯ, ಸಂಗೀತ, ನಾಟಕ ಸೇರಿದಂತೆ ವಿವಿಧ ಸ್ಪರ್ಧೆಗಳು ನಡೆಯಲಿವೆ. ವಿಜೇತರಿಗೆ ಬಹುಮಾನ ವಿತರಿಸಲಾಗುವುದು ಎಂದು ಆಯೋಜಕರು ತಿಳಿಸಿದ್ದಾರೆ. ಮಧುಗಿರಿ,ನ.26- ಶಾಲಾ ಶಿಕ್ಷಣ ಇಲಾಖೆ ವತಿಯಿಂದ ನಾಳೆ ತಾಲೂಕು ಮಟ್ಟದ ಸಾಂಸ್ಕೃತಿಕ ಸ್ಪರ್ಧೆಗಳ ಉದ್ಘಾಟನೆ ನಡೆಯಲಿದೆ. ಮುಖ್ಯ ಅತಿಥಿಗಳಾಗಿ ವಿಧಾನ ಪರಿಷತ್ ಸದಸ್ಯರು ಭಾಗವಹಿಸಲಿದ್ದಾರೆ. ನೃತ್ಯ, ಸಂಗೀತ, ನಾಟಕ ಸೇರಿದಂತೆ ವಿವಿಧ ಸ್ಪರ್ಧೆಗಳು ನಡೆಯಲಿವೆ. ವಿಜೇತರಿಗೆ ಬಹುಮಾನ ವಿತರಿಸಲಾಗುವುದು ಎಂದು ಆಯೋಜಕರು ತಿಳಿಸಿದ್ದಾರೆ. ಮಧುಗಿರಿ,ನ.26- ಶಾಲಾ ಶಿಕ್ಷಣ ಇಲಾಖೆ ವತಿಯಿಂದ ನಾಳೆ ತಾಲೂಕು ಮಟ್ಟದ ಸಾಂಸ್ಕೃತಿಕ ಸ್ಪರ್ಧೆಗಳ ಉದ್ಘಾಟನೆ ನಡೆಯಲಿದೆ. ಮುಖ್ಯ ಅತಿಥಿಗಳಾಗಿ ವಿಧಾನ ಪರಿಷತ್ ಸದಸ್ಯರು ಭಾಗವಹಿಸಲಿದ್ದಾರೆ. ನೃತ್ಯ, ಸಂಗೀತ, ನಾಟಕ ಸೇರಿದಂತೆ ವಿವಿಧ ಸ್ಪರ್ಧೆಗಳು ನಡೆಯಲಿವೆ. ವಿಜೇತರಿಗೆ ಬಹುಮಾನ ವಿತರಿಸಲಾಗುವುದು ಎಂದು ಆಯೋಜಕರು ತಿಳಿಸಿದ್ದಾರೆ. ಮಧುಗಿರಿ,ನ.26- ಶಾಲಾ ಶಿಕ್ಷಣ ಇಲಾಖೆ ವತಿಯಿಂದ ನಾಳೆ ತಾಲೂಕು ಮಟ್ಟದ ಸಾಂಸ್ಕೃತಿಕ ಸ್ಪರ್ಧೆಗಳ ಉದ್ಘಾಟನೆ ನಡೆಯಲಿದೆ. ಮುಖ್ಯ ಅತಿಥಿಗಳಾಗಿ ವಿಧಾನ ಪರಿಷತ್ ಸದಸ್ಯರು ಭಾಗವಹಿಸಲಿದ್ದಾರೆ. ನೃತ್ಯ, ಸಂಗೀತ, ನಾಟಕ ಸೇರಿದಂತೆ ವಿವಿಧ ಸ್ಪರ್ಧೆಗಳು ನಡೆಯಲಿವೆ. ವಿಜೇತರಿಗೆ ಬಹುಮಾನ ವಿತರಿಸಲಾಗುವುದು ಎಂದು ಆಯೋಜಕರು ತಿಳಿಸಿದ್ದಾರೆ. [582,1104,946,1435]
dot-cyan [1443,2371,1470,2398]
dot-yellow [43,2371,70,2398]
photo-science-expo-group [964,817,1364,1099]
ad-text: ಸಂಜೆವಾಣಿಯನ್ನು ರಾಜ್ಯ ಸುದ್ದಿಗಳಿಗಾಗಿ ನಿಮ್ಮ ಮೊಬೈಲ್‌ನಲ್ಲಿ ಉಚಿತ ಡೌನ್‌ಲೋಡ್ ಮಾಡಿಕೊಳ್ಳಿ ಒಮ್ಮೆ. [590,1862,775,1908]
headline-kannada-sene-line1: ಕನ್ನಡ ಸೇನೆ ಬೆಳ್ಳಿಹಬ್ಬ ಆಚರಣೆ: [170,1695,441,1725]
photo-cultural-meeting [582,760,946,951]
section-divider [41,701,741,702]
headline-cultural-contest: ನಾಳೆ ಸಾಂಸ್ಕೃತಿಕ ಸ್ಪರ್ಧೆ ಉದ್ಘಾಟನೆ [646,1066,883,1091]
syllabus-body-side [1347,1532,1491,1776]
headline-blind-worldcup: ಅಂಧ ಮಹಿಳಾ ವಿಶ್ವಕಪ್: ಬಿಜೆಪಿ ಅಭಿನಂದನೆ ವಿಜೇತ ತಂಡದಲ್ಲಿ ಜಿಲ್ಲೆಯ ಆಟಗಾರ್ತಿಯರ ಸಾಧನೆ [595,1454,770,1518]
headline-supreme-pending-cases: ಸುಪ್ರೀಂನಲ್ಲಿ ಇತ್ಯರ್ಥವಾಗದ 5.4 ಕೋಟಿ ಪ್ರಕರಣಗಳು [145,707,637,739]
headline-science-expo: ವಿಜ್ಞಾನ ವಸ್ತು ಪ್ರದರ್ಶನ [1100,765,1355,804]
article-syllabus-body [964,1784,1491,2338]
photo-banner-text: S.T.P.M.B [1109,833,1218,862]
continuation-note: (ಒಂದನೇ ಪುಟದಿಂದ) [252,157,348,173]
article-paragraph: ಪ್ರಗತಿಗಳಿಗೆ ಬಳಸಿಕೊಳ್ಳಬೇಕು ಎಂದು ಹೇಳಿದರು. ಸ್ಪರ್ಧಾತ್ಮಕ ಯುಗದಲ್ಲಿ ವಿಜ್ಞಾನ ಮತ್ತು ತಂತ್ರಜ್ಞಾನದ ಅರಿವು ವಿದ್ಯಾರ್ಥಿಗಳಿಗೆ ಅಗತ್ಯ ಎಂದರು. ಪ್ರಗತಿಗಳಿಗೆ ಬಳಸಿಕೊಳ್ಳಬೇಕು ಎಂದು ಹೇಳಿದರು. ಸ್ಪರ್ಧಾತ್ಮಕ ಯುಗದಲ್ಲಿ ವಿಜ್ಞಾನ ಮತ್ತು ತಂತ್ರಜ್ಞಾನದ ಅರಿವು ವಿದ್ಯಾರ್ಥಿಗಳಿಗೆ ಅಗತ್ಯ ಎಂದರು. ಪ್ರಗತಿಗಳಿಗೆ ಬಳಸಿಕೊಳ್ಳಬೇಕು ಎಂದು ಹೇಳಿದರು. ಸ್ಪರ್ಧಾತ್ಮಕ ಯುಗದಲ್ಲಿ ವಿಜ್ಞಾನ ಮತ್ತು ತಂತ್ರಜ್ಞಾನದ ಅರಿವು ವಿದ್ಯಾರ್ಥಿಗಳಿಗೆ ಅಗತ್ಯ ಎಂದರು. [1373,818,1491,1042]
column-divider [956,756,957,2338]
